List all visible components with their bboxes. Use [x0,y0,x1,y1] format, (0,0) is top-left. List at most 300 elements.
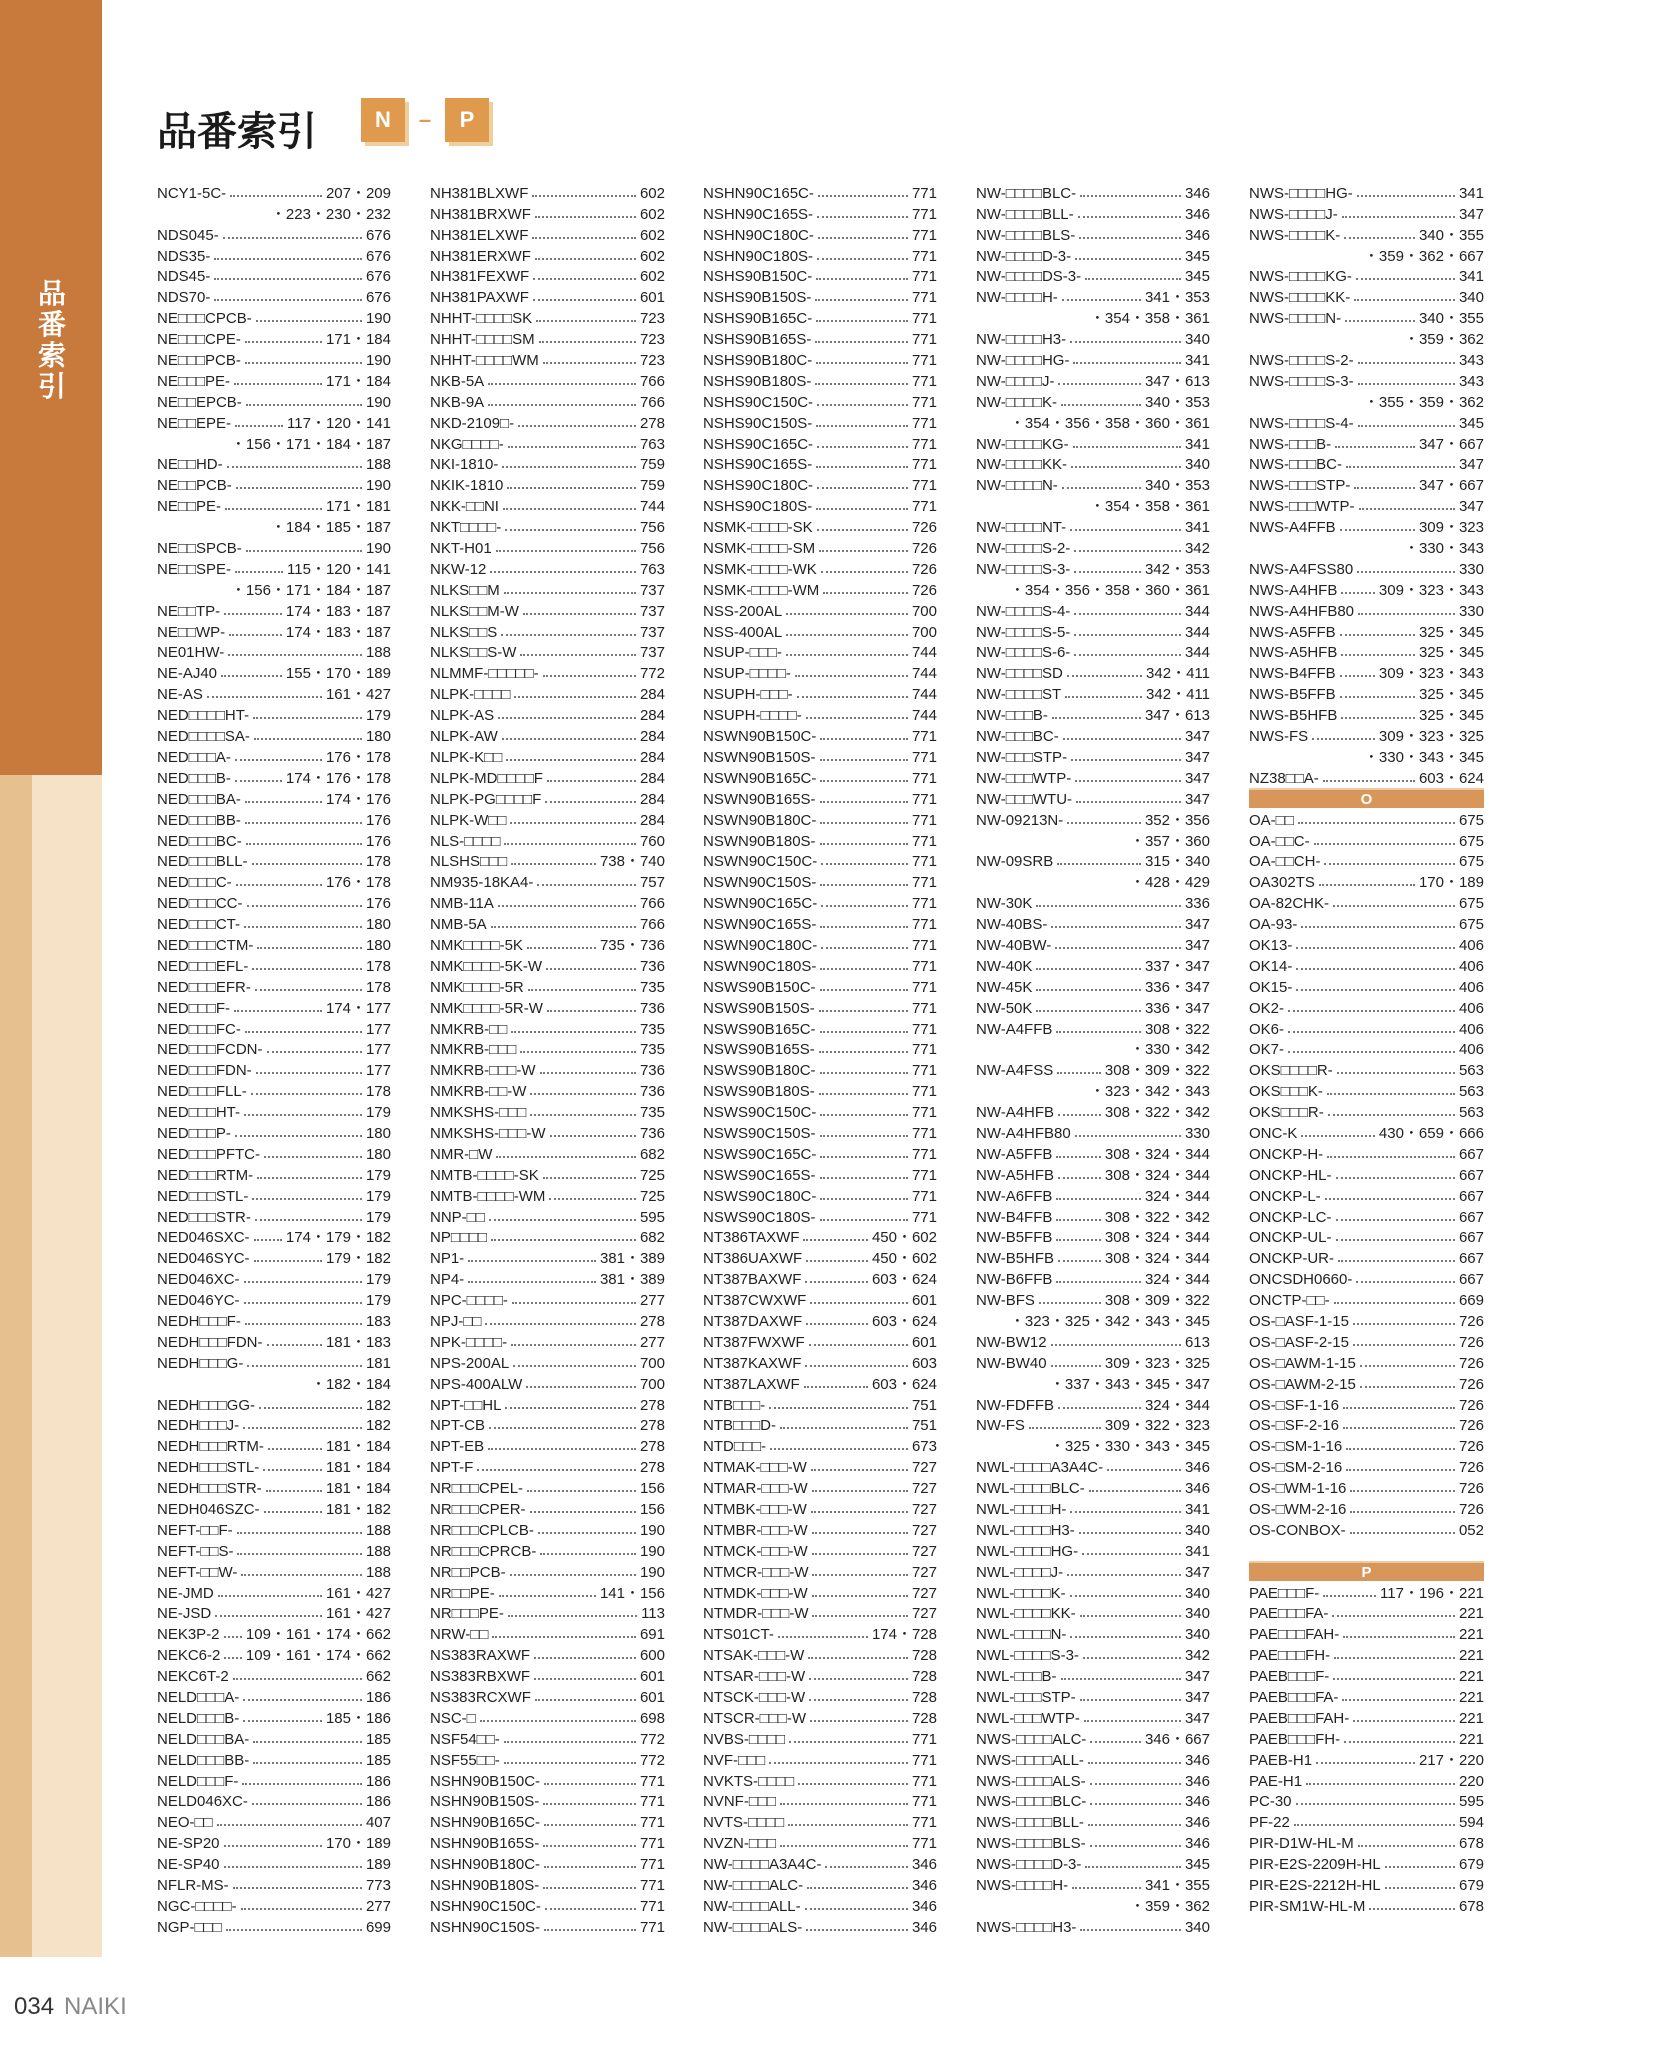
part-number: ONCKP-UL- [1249,1229,1332,1247]
dot-leader [818,237,908,239]
page-references: 347 [1184,1668,1210,1686]
index-entry [703,1477,937,1498]
index-entry [976,391,1210,412]
page-references: ・223・230・232 [270,205,391,223]
dot-leader [480,1720,636,1722]
index-entry [430,746,665,767]
dot-leader [512,1302,636,1304]
dot-leader [237,1532,362,1534]
index-continuation [1249,245,1484,266]
part-number: NLPK-MD□□□□F [430,769,543,787]
index-entry [976,1227,1210,1248]
page-references: 563 [1458,1083,1484,1101]
dot-leader [1340,634,1415,636]
dot-leader [1075,780,1181,782]
page-references: 771 [911,1793,937,1811]
dot-leader [488,1448,636,1450]
range-end: P [445,98,489,142]
index-entry [157,1227,391,1248]
page-references: 179 [365,707,391,725]
index-entry [1249,1289,1484,1310]
dot-leader [225,508,322,510]
dot-leader [811,1469,908,1471]
index-entry [976,454,1210,475]
part-number: NWS-□□□□J- [1249,205,1338,223]
part-number: NELD□□□F- [157,1772,239,1790]
index-entry [430,1895,665,1916]
index-entry [430,1665,665,1686]
part-number: NVTS-□□□□ [703,1814,785,1832]
dot-leader [1051,926,1181,928]
index-entry [976,1791,1210,1812]
page-references: 171・181 [325,498,391,516]
part-number: NWL-□□□□A3A4C- [976,1459,1104,1477]
dot-leader [786,634,908,636]
page-references: 278 [639,1312,665,1330]
page-references: 284 [639,769,665,787]
dot-leader [533,299,636,301]
dot-leader [268,1448,322,1450]
page-references: 179 [365,1292,391,1310]
index-entry [976,224,1210,245]
dot-leader [1074,550,1181,552]
part-number: ONCKP-LC- [1249,1208,1332,1226]
dot-leader [819,1051,908,1053]
index-entry [976,1916,1210,1937]
index-entry [1249,516,1484,537]
dot-leader [1056,1156,1101,1158]
index-entry [430,1394,665,1415]
page-references: 346 [1184,1814,1210,1832]
dot-leader [1083,1657,1181,1659]
page-references: 771 [911,247,937,265]
dot-leader [1354,487,1415,489]
part-number: NZ38□□A- [1249,769,1319,787]
page-references: 221 [1458,1689,1484,1707]
index-entry [976,516,1210,537]
part-number: NE01HW- [157,644,225,662]
page-references: 673 [911,1438,937,1456]
dot-leader [808,1657,908,1659]
dot-leader [253,717,362,719]
part-number: NMKSHS-□□□ [430,1104,527,1122]
index-entry [703,1373,937,1394]
dot-leader [1358,362,1455,364]
index-entry [430,892,665,913]
part-number: NKB-9A [430,393,485,411]
index-entry [430,1477,665,1498]
dot-leader [798,1783,908,1785]
page-references: 347 [1184,748,1210,766]
part-number: NED□□□FDN- [157,1062,252,1080]
part-number: NWS-□□□□BLC- [976,1793,1087,1811]
page-references: 771 [911,748,937,766]
dot-leader [230,195,322,197]
page-references: 736 [639,999,665,1017]
range-dash: – [418,107,432,132]
page-references: 284 [639,811,665,829]
dot-leader [1036,905,1181,907]
dot-leader [1067,1574,1181,1576]
page-references: 347 [1184,1563,1210,1581]
index-entry [976,1352,1210,1373]
part-number: NMKRB-□□-W [430,1083,527,1101]
dot-leader [1294,1824,1455,1826]
index-entry [157,1394,391,1415]
dot-leader [812,1553,908,1555]
part-number: NH381BRXWF [430,205,531,223]
dot-leader [252,968,362,970]
dot-leader [815,383,908,385]
part-number: NTMDR-□□□-W [703,1605,809,1623]
index-continuation [157,579,391,600]
dot-leader [1036,1010,1141,1012]
part-number: NLKS□□S-W [430,644,517,662]
page-references: 346 [911,1856,937,1874]
index-entry [976,1143,1210,1164]
part-number: NSS-400AL [703,623,783,641]
part-number: NTD□□□- [703,1438,767,1456]
dot-leader [499,1595,596,1597]
part-number: NT387KAXWF [703,1354,802,1372]
dot-leader [1296,968,1455,970]
page-references: 352・356 [1144,811,1210,829]
index-continuation [976,579,1210,600]
part-number: OS-□SF-1-16 [1249,1396,1339,1414]
dot-leader [543,675,636,677]
page-references: 330 [1184,1124,1210,1142]
dot-leader [245,362,362,364]
part-number: PIR-E2S-2212H-HL [1249,1877,1381,1895]
index-entry [430,1289,665,1310]
index-entry [703,1749,937,1770]
dot-leader [254,738,362,740]
dot-leader [820,989,908,991]
index-entry [430,579,665,600]
dot-leader [817,487,908,489]
part-number: NSHN90B165C- [430,1814,541,1832]
dot-leader [1084,1720,1181,1722]
page-references: 726 [1458,1333,1484,1351]
page-references: 117・196・221 [1380,1584,1484,1602]
index-entry [430,1456,665,1477]
index-entry [157,997,391,1018]
part-number: OS-□SF-2-16 [1249,1417,1339,1435]
part-number: NWL-□□□□H- [976,1501,1067,1518]
dot-leader [1360,1386,1455,1388]
dot-leader [1359,508,1455,510]
page-references: 178 [365,1083,391,1101]
part-number: NWS-□□□□N- [1249,310,1342,328]
index-entry [430,1853,665,1874]
index-entry [430,1874,665,1895]
page-references: 174・177 [325,999,391,1017]
page-references: 113 [641,1605,665,1623]
page-references: 109・161・174・662 [245,1647,391,1665]
dot-leader [1079,1532,1181,1534]
dot-leader [1070,1636,1181,1638]
dot-leader [234,383,322,385]
part-number: NWS-□□□□HG- [1249,184,1353,202]
dot-leader [1074,613,1181,615]
page-references: 771 [911,853,937,871]
dot-leader [1385,1866,1455,1868]
page-references: 727 [911,1480,937,1498]
part-number: NW-□□□□BLL- [976,205,1074,223]
index-entry [703,767,937,788]
index-entry [703,1331,937,1352]
page-references: ・323・342・343 [1089,1083,1210,1101]
page-references: 341 [1184,1501,1210,1518]
page-references: 141・156 [599,1584,665,1602]
part-number: NSUP-□□□- [703,644,782,662]
index-entry [703,1435,937,1456]
dot-leader [511,1344,636,1346]
page-references: 771 [911,331,937,349]
dot-leader [1062,487,1141,489]
part-number: NPT-□□HL [430,1396,502,1414]
part-number: NSHN90B180C- [430,1856,541,1874]
dot-leader [547,1010,636,1012]
dot-leader [245,822,362,824]
part-number: NTSCK-□□□-W [703,1689,806,1707]
part-number: PAE□□□FA- [1249,1605,1329,1623]
page-references: 347・613 [1144,707,1210,725]
page-references: 181・184 [325,1480,391,1498]
index-entry [976,809,1210,830]
part-number: NTMAR-□□□-W [703,1480,808,1498]
dot-leader [817,404,908,406]
index-entry [703,1310,937,1331]
part-number: NR□□□CPLCB- [430,1521,534,1539]
dot-leader [544,1929,636,1931]
index-entry [430,851,665,872]
dot-leader [780,1427,908,1429]
index-entry [430,662,665,683]
page-references: 340 [1184,1605,1210,1623]
part-number: OKS□□□K- [1249,1083,1323,1101]
part-number: OS-□SM-1-16 [1249,1438,1343,1456]
part-number: NTMCK-□□□-W [703,1542,808,1560]
dot-leader [1058,1114,1101,1116]
dot-leader [820,1114,908,1116]
part-number: NR□□□CPEL- [430,1480,524,1498]
index-entry [1249,266,1484,287]
page-references: 726 [1458,1417,1484,1435]
part-number: NT386TAXWF [703,1229,800,1247]
index-entry [430,370,665,391]
dot-leader [535,216,636,218]
part-number: ONCSDH0660- [1249,1271,1353,1289]
page-references: 772 [639,1730,665,1748]
dot-leader [540,1553,636,1555]
part-number: NED□□□CTM- [157,936,254,954]
part-number: NSHS90C150S- [703,414,813,432]
index-entry [430,495,665,516]
part-number: NED□□□FLL- [157,1083,247,1101]
dot-leader [1288,1031,1455,1033]
page-references: 771 [911,957,937,975]
page-references: 346・667 [1144,1730,1210,1748]
dot-leader [809,1344,908,1346]
index-entry [703,725,937,746]
part-number: NWS-□□□□S-4- [1249,414,1354,432]
index-entry [1249,1623,1484,1644]
index-continuation [1249,391,1484,412]
part-number: NSWN90C165C- [703,895,818,913]
index-entry [703,1289,937,1310]
index-entry [976,1770,1210,1791]
page-references: 174・179・182 [285,1229,391,1247]
page-references: 156 [639,1480,665,1498]
part-number: PAEB□□□FH- [1249,1730,1341,1748]
page-references: 174・176 [325,790,391,808]
dot-leader [819,550,908,552]
index-entry [976,328,1210,349]
index-entry [703,1582,937,1603]
dot-leader [1312,738,1375,740]
part-number: NSWN90C150S- [703,874,817,892]
index-entry [157,1456,391,1477]
dot-leader [534,1678,636,1680]
page-references: 676 [365,268,391,286]
page-references: 346 [1184,1772,1210,1790]
dot-leader [224,1866,362,1868]
page-references: 221 [1458,1709,1484,1727]
index-entry [1249,182,1484,203]
index-entry [703,871,937,892]
page-references: 771 [911,268,937,286]
part-number: NW-B6FFB [976,1271,1053,1289]
page-references: 181・184 [325,1459,391,1477]
index-entry [430,266,665,287]
page-references: 735・736 [599,936,665,954]
part-number: OKS□□□□R- [1249,1062,1333,1080]
dot-leader [236,487,362,489]
part-number: OS-□WM-1-16 [1249,1480,1347,1498]
index-entry [703,1039,937,1060]
dot-leader [815,299,908,301]
index-entry [976,182,1210,203]
index-entry [703,1122,937,1143]
index-entry [157,600,391,621]
dot-leader [1052,717,1141,719]
part-number: NSWS90C165C- [703,1145,817,1163]
page-references: 186 [365,1793,391,1811]
index-entry [430,976,665,997]
dot-leader [820,1198,908,1200]
part-number: ONCKP-L- [1249,1187,1321,1205]
part-number: PAEB□□□FAH- [1249,1709,1350,1727]
index-entry [157,537,391,558]
part-number: PIR-E2S-2209H-HL [1249,1856,1381,1874]
dot-leader [819,1093,908,1095]
index-entry [703,1415,937,1436]
part-number: NW-□□□STP- [976,748,1068,766]
page-references: 182 [365,1396,391,1414]
part-number: NWS-B5FFB [1249,686,1336,704]
dot-leader [510,1574,636,1576]
index-entry [157,412,391,433]
page-references: 728 [911,1709,937,1727]
page-references: 736 [639,1083,665,1101]
part-number: NE□□PCB- [157,477,232,495]
page-references: 178 [365,853,391,871]
index-entry [430,934,665,955]
index-entry [430,1435,665,1456]
index-entry [976,1811,1210,1832]
part-number: NEFT-□□S- [157,1542,234,1560]
page-references: ・325・330・343・345 [1049,1438,1210,1456]
index-entry [976,474,1210,495]
part-number: NSHS90B150S- [703,289,812,307]
dot-leader [520,1051,636,1053]
index-entry [703,1498,937,1519]
index-entry [1249,1185,1484,1206]
index-entry [976,1874,1210,1895]
page-references: ・355・359・362 [1363,393,1484,411]
part-number: NW-40BS- [976,916,1048,934]
part-number: NWL-□□□□N- [976,1626,1067,1644]
page-references: 340 [1184,1918,1210,1936]
dot-leader [1350,1490,1455,1492]
page-references: ・354・358・361 [1089,498,1210,516]
dot-leader [812,1615,907,1617]
index-entry [430,1373,665,1394]
dot-leader [223,237,362,239]
dot-leader [550,1135,636,1137]
dot-leader [236,884,322,886]
index-entry [157,809,391,830]
dot-leader [1080,195,1181,197]
dot-leader [1327,1156,1455,1158]
dot-leader [1369,1908,1455,1910]
page-references: ・359・362 [1129,1897,1210,1915]
page-references: 744 [911,644,937,662]
page-references: 771 [639,1877,665,1895]
index-entry [157,495,391,516]
part-number: NSHN90B150S- [430,1793,540,1811]
page-references: 773 [365,1877,391,1895]
page-references: 341 [1458,268,1484,286]
part-number: NWS-A5FFB [1249,623,1336,641]
page-references: 308・324・344 [1104,1250,1210,1268]
index-entry [157,182,391,203]
page-references: 346 [1184,1480,1210,1498]
page-references: 190 [639,1563,665,1581]
part-number: NPS-400ALW [430,1375,523,1393]
dot-leader [1345,320,1415,322]
index-entry [157,851,391,872]
part-number: NWL-□□□□H3- [976,1521,1075,1539]
part-number: NW-□□□□N- [976,477,1058,495]
index-entry [703,1352,937,1373]
dot-leader [1057,863,1141,865]
dot-leader [1090,1783,1181,1785]
index-entry [703,621,937,642]
dot-leader [503,508,636,510]
part-number: NEK3P-2 [157,1626,220,1644]
page-references: 155・170・189 [285,665,391,683]
part-number: NWS-□□□□D-3- [976,1856,1082,1874]
page-references: 744 [639,498,665,516]
index-entry [430,1582,665,1603]
page-references: 183 [365,1312,391,1330]
part-number: NED□□□CT- [157,916,241,934]
dot-leader [224,1657,242,1659]
dot-leader [244,1114,362,1116]
dot-leader [1029,1427,1101,1429]
